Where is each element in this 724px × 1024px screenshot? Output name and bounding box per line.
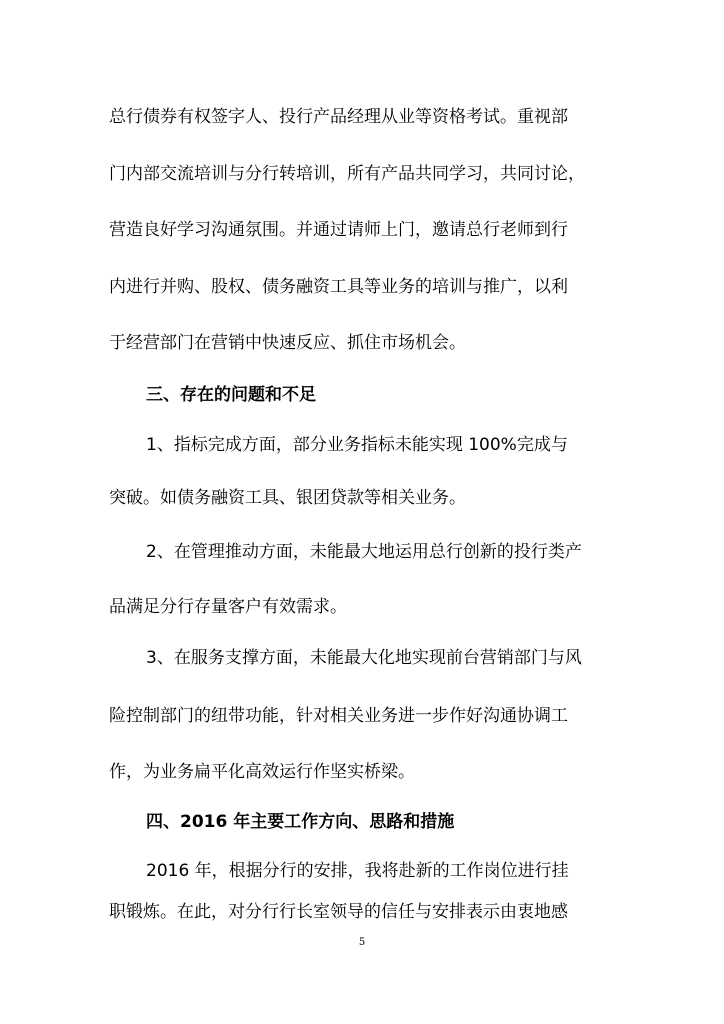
body-text-line: 内进行并购、股权、债务融资工具等业务的培训与推广，以利 [109, 277, 568, 297]
section-heading: 三、存在的问题和不足 [146, 385, 316, 405]
body-text-line: 于经营部门在营销中快速反应、抓住市场机会。 [109, 333, 466, 353]
section-heading: 四、2016 年主要工作方向、思路和措施 [146, 812, 455, 832]
body-text-line: 职锻炼。在此，对分行行长室领导的信任与安排表示由衷地感 [109, 902, 568, 922]
body-text-line: 3、在服务支撑方面，未能最大化地实现前台营销部门与风 [146, 648, 582, 668]
body-text-line: 突破。如债务融资工具、银团贷款等相关业务。 [109, 488, 466, 508]
body-text-line: 2016 年，根据分行的安排，我将赴新的工作岗位进行挂 [146, 861, 569, 881]
body-text-line: 1、指标完成方面，部分业务指标未能实现 100%完成与 [146, 435, 568, 455]
body-text-line: 总行债券有权签字人、投行产品经理从业等资格考试。重视部 [109, 107, 568, 127]
body-text-line: 作，为业务扁平化高效运行作坚实桥梁。 [109, 762, 415, 782]
body-text-line: 险控制部门的纽带功能，针对相关业务进一步作好沟通协调工 [109, 706, 568, 726]
page-number: 5 [358, 937, 366, 948]
body-text-line: 品满足分行存量客户有效需求。 [109, 597, 347, 617]
body-text-line: 2、在管理推动方面，未能最大地运用总行创新的投行类产 [146, 542, 582, 562]
body-text-line: 门内部交流培训与分行转培训，所有产品共同学习，共同讨论， [109, 164, 585, 184]
body-text-line: 营造良好学习沟通氛围。并通过请师上门，邀请总行老师到行 [109, 220, 568, 240]
